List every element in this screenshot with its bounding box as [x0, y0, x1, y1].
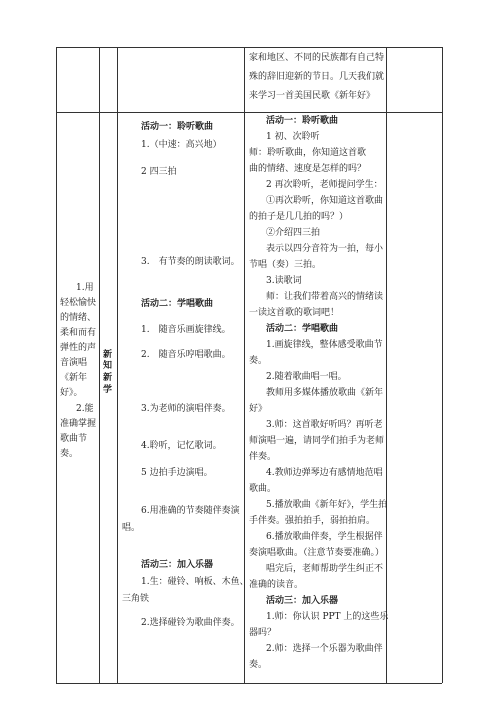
teacher-line: 手伴奏。强拍拍手，弱拍拍肩。 [249, 516, 376, 526]
teacher-activity-title: 活动二：学唱歌曲 [266, 324, 339, 334]
goal-line: 好》。 [60, 388, 83, 398]
teacher-line: 4.教师边弹琴边有感情地范唱 [266, 468, 383, 478]
col-border-3 [117, 47, 118, 683]
goal-line: 准确掌握 [60, 419, 97, 429]
teacher-line: 唱完后，老师帮助学生纠正不 [266, 564, 384, 574]
goal-line: 1.用 [76, 283, 94, 293]
goal-line: 2.能 [76, 404, 94, 414]
teacher-line: 教师用多媒体播放歌曲《新年 [266, 388, 384, 398]
teacher-line: 师：让我们带着高兴的情绪读 [266, 292, 384, 302]
teacher-line: 1 初、次聆听 [266, 132, 320, 142]
goal-line: 奏。 [60, 449, 79, 459]
student-item: 1.（中速：高兴地） [141, 140, 222, 150]
goal-line: 音演唱 [60, 358, 88, 368]
teacher-line: 奏演唱歌曲。（注意节奏要准确。） [249, 548, 385, 558]
student-item: 3.为老师的演唱伴奏。 [141, 404, 231, 414]
teacher-activity-title: 活动一：聆听歌曲 [266, 116, 339, 126]
teacher-line: 1.师：你认识 PPT 上的这些乐 [266, 612, 389, 622]
col-border-5 [386, 47, 387, 683]
top-row-line: 殊的辞旧迎新的节日。几天我们就 [249, 72, 385, 82]
student-item: 2.选择碰铃为歌曲伴奏。 [141, 618, 240, 628]
teacher-line: ②介绍四三拍 [266, 228, 321, 238]
student-item: 1. 随音乐画旋律线。 [141, 325, 231, 335]
teacher-line: 2.师：选择一个乐器为歌曲伴 [266, 644, 383, 654]
student-item: 4.聆听，记忆歌词。 [141, 441, 222, 451]
student-item: 2. 随音乐哼唱歌曲。 [141, 350, 231, 360]
student-item: 5 边拍手边演唱。 [141, 468, 213, 478]
teacher-activity-title: 活动三：加入乐器 [266, 596, 339, 606]
student-item: 三角铁 [122, 594, 150, 604]
teacher-line: 准确的读音。 [249, 580, 304, 590]
teacher-line: 歌曲。 [249, 484, 277, 494]
phase-char: 知 [103, 361, 113, 371]
teacher-line: 6.播放歌曲伴奏，学生根据伴 [266, 532, 383, 542]
activity1-title: 活动一：聆听歌曲 [141, 122, 214, 132]
teacher-line: 一读这首歌的歌词吧！ [249, 308, 340, 318]
teacher-line: 的拍子是几几拍的吗？） [249, 212, 349, 222]
top-row-line: 来学习一首美国民歌《新年好》 [249, 91, 376, 101]
teacher-line: 3.师：这首歌好听吗？再听老 [266, 420, 383, 430]
teacher-line: 3.读歌词 [266, 276, 302, 286]
teacher-line: 2.随着歌曲唱一唱。 [266, 372, 347, 382]
student-item: 2 四三拍 [141, 167, 177, 177]
teacher-line: 奏。 [249, 660, 268, 670]
teacher-line: 好》 [249, 404, 268, 414]
teacher-line: ①再次聆听，你知道这首歌曲 [266, 196, 384, 206]
phase-char: 新 [103, 350, 113, 360]
col-border-1 [56, 47, 57, 683]
student-item: 3. 有节奏的朗读歌词。 [141, 257, 240, 267]
teacher-line: 1.画旋律线，整体感受歌曲节 [266, 340, 383, 350]
teacher-line: 曲的情绪、速度是怎样的吗？ [249, 164, 367, 174]
table-bottom-border [56, 683, 442, 684]
teacher-line: 表示以四分音符为一拍，每小 [266, 244, 384, 254]
phase-char: 学 [103, 385, 113, 395]
goal-line: 轻松愉快 [60, 298, 97, 308]
teacher-line: 节唱（奏）三拍。 [249, 260, 322, 270]
teacher-line: 伴奏。 [249, 452, 277, 462]
teacher-line: 2 再次聆听，老师提问学生： [266, 180, 383, 190]
student-item: 1.生：碰铃、响板、木鱼、 [141, 577, 249, 587]
col-border-2 [99, 47, 100, 683]
goal-line: 柔和而有 [60, 328, 97, 338]
top-row-line: 家和地区、不同的民族都有自己特 [249, 53, 385, 63]
table-top-border [56, 47, 442, 48]
goal-line: 的情绪、 [60, 313, 97, 323]
teacher-line: 师：聆听歌曲，你知道这首歌 [249, 148, 367, 158]
student-item: 唱。 [122, 523, 141, 533]
col-border-6 [442, 47, 443, 683]
row-divider [56, 112, 442, 113]
teacher-line: 5.播放歌曲《新年好》，学生拍 [266, 500, 388, 510]
goal-line: 《新年 [60, 373, 88, 383]
activity3-title: 活动三：加入乐器 [141, 560, 214, 570]
teacher-line: 奏。 [249, 356, 268, 366]
teacher-line: 师演唱一遍，请同学们拍手为老师 [249, 436, 385, 446]
phase-char: 新 [103, 373, 113, 383]
goal-line: 弹性的声 [60, 343, 97, 353]
teacher-line: 器吗？ [249, 628, 277, 638]
activity2-title: 活动二：学唱歌曲 [141, 299, 214, 309]
student-item: 6.用准确的节奏随伴奏演 [141, 506, 240, 516]
goal-line: 歌曲节 [60, 434, 88, 444]
